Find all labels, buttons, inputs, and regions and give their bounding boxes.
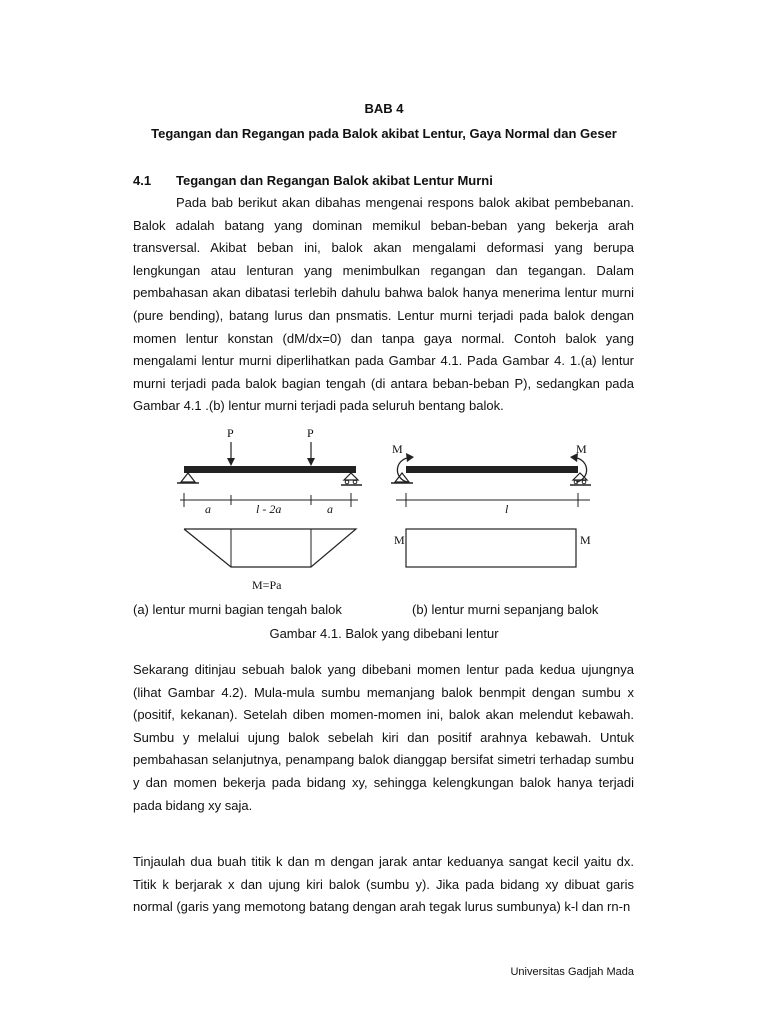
- moment-value-label: M=Pa: [252, 578, 282, 592]
- figure-caption-b: (b) lentur murni sepanjang balok: [412, 602, 599, 617]
- paragraph-intro: Pada bab berikut akan dibahas mengenai respons balok akibat pembebanan. Balok adalah batang yang dominan memikul beban-beban yang bekerja arah transversal. Akibat beban ini, balok akan mengalami deformasi yang berupa lengkungan atau lenturan yang menimbulkan regangan dan tegangan. Dalam pembahasan akan dibatasi terlebih dahulu bahwa balok hanya menerima lentur murni (pure bending), batang lurus dan pnsmatis. Lentur murni terjadi pada balok dengan momen lentur konstan (dM/dx=0) dan tanpa gaya normal. Contoh balok yang mengalami lentur murni diperlihatkan pada Gambar 4.1. Pada Gambar 4. 1.(a) lentur murni terjadi pada balok bagian tengah (di antara beban-beban P), sedangkan pada Gambar 4.1 .(b) lentur murni terjadi pada seluruh bentang balok.: [133, 195, 634, 414]
- diagram-label-right: M: [580, 533, 591, 547]
- dim-middle: l - 2a: [256, 502, 282, 516]
- dim-a-right: a: [327, 502, 333, 516]
- paragraph-points-k-m: Tinjaulah dua buah titik k dan m dengan jarak antar keduanya sangat kecil yaitu dx. Titik k berjarak x dan ujung kiri balok (sumbu y). Jika pada bidang xy dibuat garis normal (garis yang memotong batang dengan arah tegak lurus sumbunya) k-l dan rn-n: [133, 854, 634, 915]
- moment-label-right: M: [576, 442, 587, 456]
- load-label-left: P: [227, 426, 234, 440]
- section-title: Tegangan dan Regangan Balok akibat Lentur Murni: [176, 173, 493, 188]
- figure-a-beam: [177, 426, 362, 592]
- beam-bending-figure: [170, 424, 610, 596]
- section-number: 4.1: [133, 173, 152, 188]
- paragraph-beam-review: Sekarang ditinjau sebuah balok yang dibebani momen lentur pada kedua ujungnya (lihat Gambar 4.2). Mula-mula sumbu memanjang balok benmpit dengan sumbu x (positif, kekanan). Setelah diben momen-momen ini, balok akan melendut kebawah. Sumbu y melalui ujung balok sebelah kiri dan positif arahnya kebawah. Untuk pembahasan selanjutnya, penampang balok dianggap bersifat simetri terhadap sumbu y dan momen bekerja pada bidang xy, sehingga kelengkungan balok hanya terjadi pada bidang xy saja.: [133, 662, 634, 813]
- span-label: l: [505, 502, 509, 516]
- load-label-right: P: [307, 426, 314, 440]
- moment-label-left: M: [392, 442, 403, 456]
- chapter-title: Tegangan dan Regangan pada Balok akibat Lentur, Gaya Normal dan Geser: [151, 126, 617, 141]
- diagram-label-left: M: [394, 533, 405, 547]
- figure-caption-a: (a) lentur murni bagian tengah balok: [133, 602, 342, 617]
- page-footer: Universitas Gadjah Mada: [510, 966, 634, 978]
- chapter-heading: BAB 4: [364, 101, 404, 116]
- figure-caption: Gambar 4.1. Balok yang dibebani lentur: [269, 626, 499, 641]
- dim-a-left: a: [205, 502, 211, 516]
- figure-b-beam: [391, 442, 591, 567]
